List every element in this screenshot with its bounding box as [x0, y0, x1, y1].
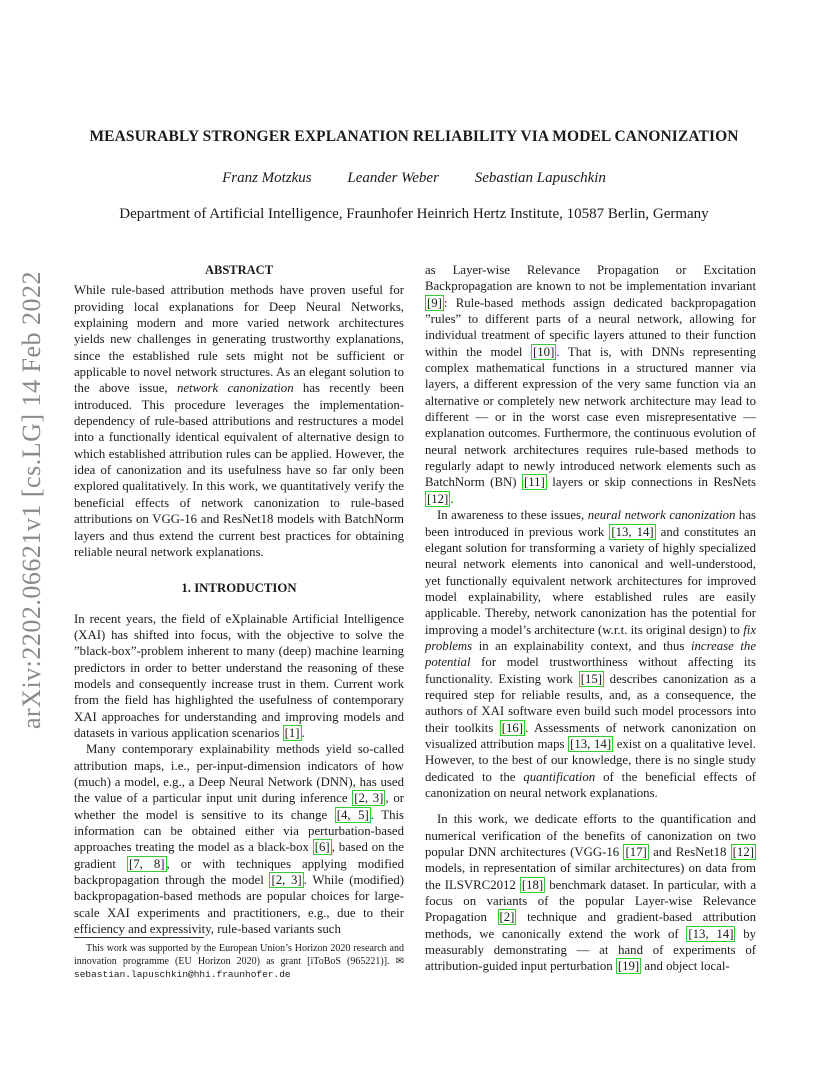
author-name: Leander Weber	[347, 170, 439, 186]
abstract-heading: ABSTRACT	[204, 263, 274, 277]
section-heading-introduction: 1. INTRODUCTION	[181, 581, 297, 596]
citation-link[interactable]: [11]	[523, 475, 545, 490]
citation-link[interactable]: [1]	[284, 725, 300, 740]
author-name: Franz Motzkus	[222, 170, 312, 186]
citation-link[interactable]: [12]	[732, 845, 754, 860]
citation-link[interactable]: [12]	[427, 491, 449, 506]
citation-link[interactable]: [9]	[427, 295, 442, 310]
citation-link[interactable]: [18]	[521, 877, 544, 892]
footnote-rule	[74, 937, 204, 938]
citation-link[interactable]: [15]	[580, 671, 603, 686]
citation-link[interactable]: [2]	[499, 910, 515, 925]
arxiv-identifier: arXiv:2202.06621v1 [cs.LG] 14 Feb 2022	[17, 270, 46, 730]
body-paragraph: In awareness to these issues, neural network canonization has been introduced in previous work [13, 14] and constitutes an elegant solution for transforming a variety of highly specialized neural network elements into canonical and well-understood, yet functionally equivalent network architectures for improved model explainability, where established rules are easily applicable. Thereby, network canonization has the potential for improving a model’s architecture (w.r.t. its original design) to fix problems in an explainability context, and thus increase the potential for model trustworthiness without affecting its functionality. Existing work [15] describes canonization as a required step for reliable results, and, as a consequence, the authors of XAI software even build such model processors into their toolkits [16] . Assessments of network canonization on visualized attribution maps [13, 14] exist on a qualitative level. However, to the best of our knowledge, there is no single study dedicated to the quantification of the beneficial effects of canonization on neural network explanations.	[425, 508, 757, 800]
right-column	[425, 262, 756, 975]
citation-link[interactable]: [16]	[501, 720, 524, 735]
left-column	[74, 262, 404, 937]
body-paragraph: In this work, we dedicate efforts to the quantification and numerical verification of the benefits of canonization on two popular DNN architectures (VGG-16 [17] and ResNet18 [12] models, in representation of similar architectures) on data from the ILSVRC2012 [18] benchmark dataset. In particular, with a focus on variants of the popular Layer-wise Relevance Propagation [2] technique and gradient-based attribution methods, we canonically extend the work of [13, 14] by measurably demonstrating — at hand of experiments of attribution-guided input perturbation [19] and object local-	[425, 812, 756, 974]
author-list	[0, 170, 828, 187]
citation-link[interactable]: [2, 3]	[354, 791, 384, 806]
citation-link[interactable]: [13, 14]	[611, 524, 654, 539]
affiliation: Department of Artificial Intelligence, Fraunhofer Heinrich Hertz Institute, 10587 Berlin, Germany	[119, 206, 709, 222]
arxiv-sidebar	[8, 270, 56, 730]
body-paragraph: as Layer-wise Relevance Propagation or Excitation Backpropagation are known to not be implementation invariant [9] : Rule-based methods assign dedicated backpropagation ”rules” to different parts of a neural network, allowing for individual treatment of specific layers attuned to their function within the model [10] . That is, with DNNs representing complex mathematical functions in a structured manner via layers, a different expression of the very same function via an alternative or completely new network architecture may lead to different — or in the worst case even misrepresentative — explanation outcomes. Furthermore, the continuous evolution of neural network architectures requires rule-based methods to regularly adapt to newly introduced network elements such as BatchNorm (BN) [11] layers or skip connections in ResNets [12] .	[425, 263, 757, 506]
citation-link[interactable]: [2, 3]	[271, 873, 302, 888]
citation-link[interactable]: [4, 5]	[336, 807, 369, 822]
citation-link[interactable]: [10]	[533, 344, 555, 359]
paper-title: MEASURABLY STRONGER EXPLANATION RELIABILITY VIA MODEL CANONIZATION	[89, 128, 739, 145]
citation-link[interactable]: [13, 14]	[570, 736, 612, 751]
citation-link[interactable]: [7, 8]	[128, 856, 165, 871]
email-link[interactable]: sebastian.lapuschkin@hhi.fraunhofer.de	[74, 969, 291, 980]
abstract-body: While rule-based attribution methods have proven useful for providing local explanations for Deep Neural Networks, explaining modern and more varied network architectures yields new challenges in generating trustworthy explanations, since the established rule sets might not be sufficient or applicable to novel network structures. As an elegant solution to the above issue, network canonization has recently been introduced. This procedure leverages the implementation-dependency of rule-based attributions and restructures a model into a functionally identical equivalent of alternative design to which established attribution rules can be applied. However, the idea of canonization and its usefulness have so far only been explored qualitatively. In this work, we quantitatively verify the beneficial effects of network canonization to rule-based attributions on VGG-16 and ResNet18 models with BatchNorm layers and thus extend the current best practices for obtaining reliable neural network explanations.	[74, 283, 404, 559]
citation-link[interactable]: [6]	[314, 840, 330, 855]
intro-paragraph: Many contemporary explainability methods yield so-called attribution maps, i.e., per-input-dimension indicators of how (much) a model, e.g., a Deep Neural Network (DNN), has used the value of a particular input unit during inference [2, 3] , or whether the model is sensitive to its change [4, 5] . This information can be obtained either via perturbation-based approaches treating the model as a black-box [6] , based on the gradient [7, 8] , or with techniques applying modified backpropagation through the model [2, 3] . While (modified) backpropagation-based methods are popular choices for large-scale XAI experiments and practitioners, e.g., due to their efficiency and expressivity, rule-based variants such	[74, 742, 405, 937]
intro-paragraph: In recent years, the field of eXplainable Artificial Intelligence (XAI) has shifted into focus, with the objective to solve the ”black-box”-problem inherent to many (deep) machine learning predictors in order to better understand the reasoning of these models and consequently increase trust in them. Current work from the field has highlighted the usefulness of contemporary XAI approaches for understanding and improving models and datasets in various application scenarios [1] .	[74, 611, 404, 740]
author-name: Sebastian Lapuschkin	[474, 170, 606, 186]
citation-link[interactable]: [13, 14]	[688, 926, 734, 941]
footnote: This work was supported by the European Union’s Horizon 2020 research and innovation programme (EU Horizon 2020) as grant [iToBoS (965221)]. ✉ sebastian.lapuschkin@hhi.fraunhofer.de	[74, 943, 404, 980]
citation-link[interactable]: [19]	[617, 959, 640, 974]
citation-link[interactable]: [17]	[625, 845, 647, 860]
